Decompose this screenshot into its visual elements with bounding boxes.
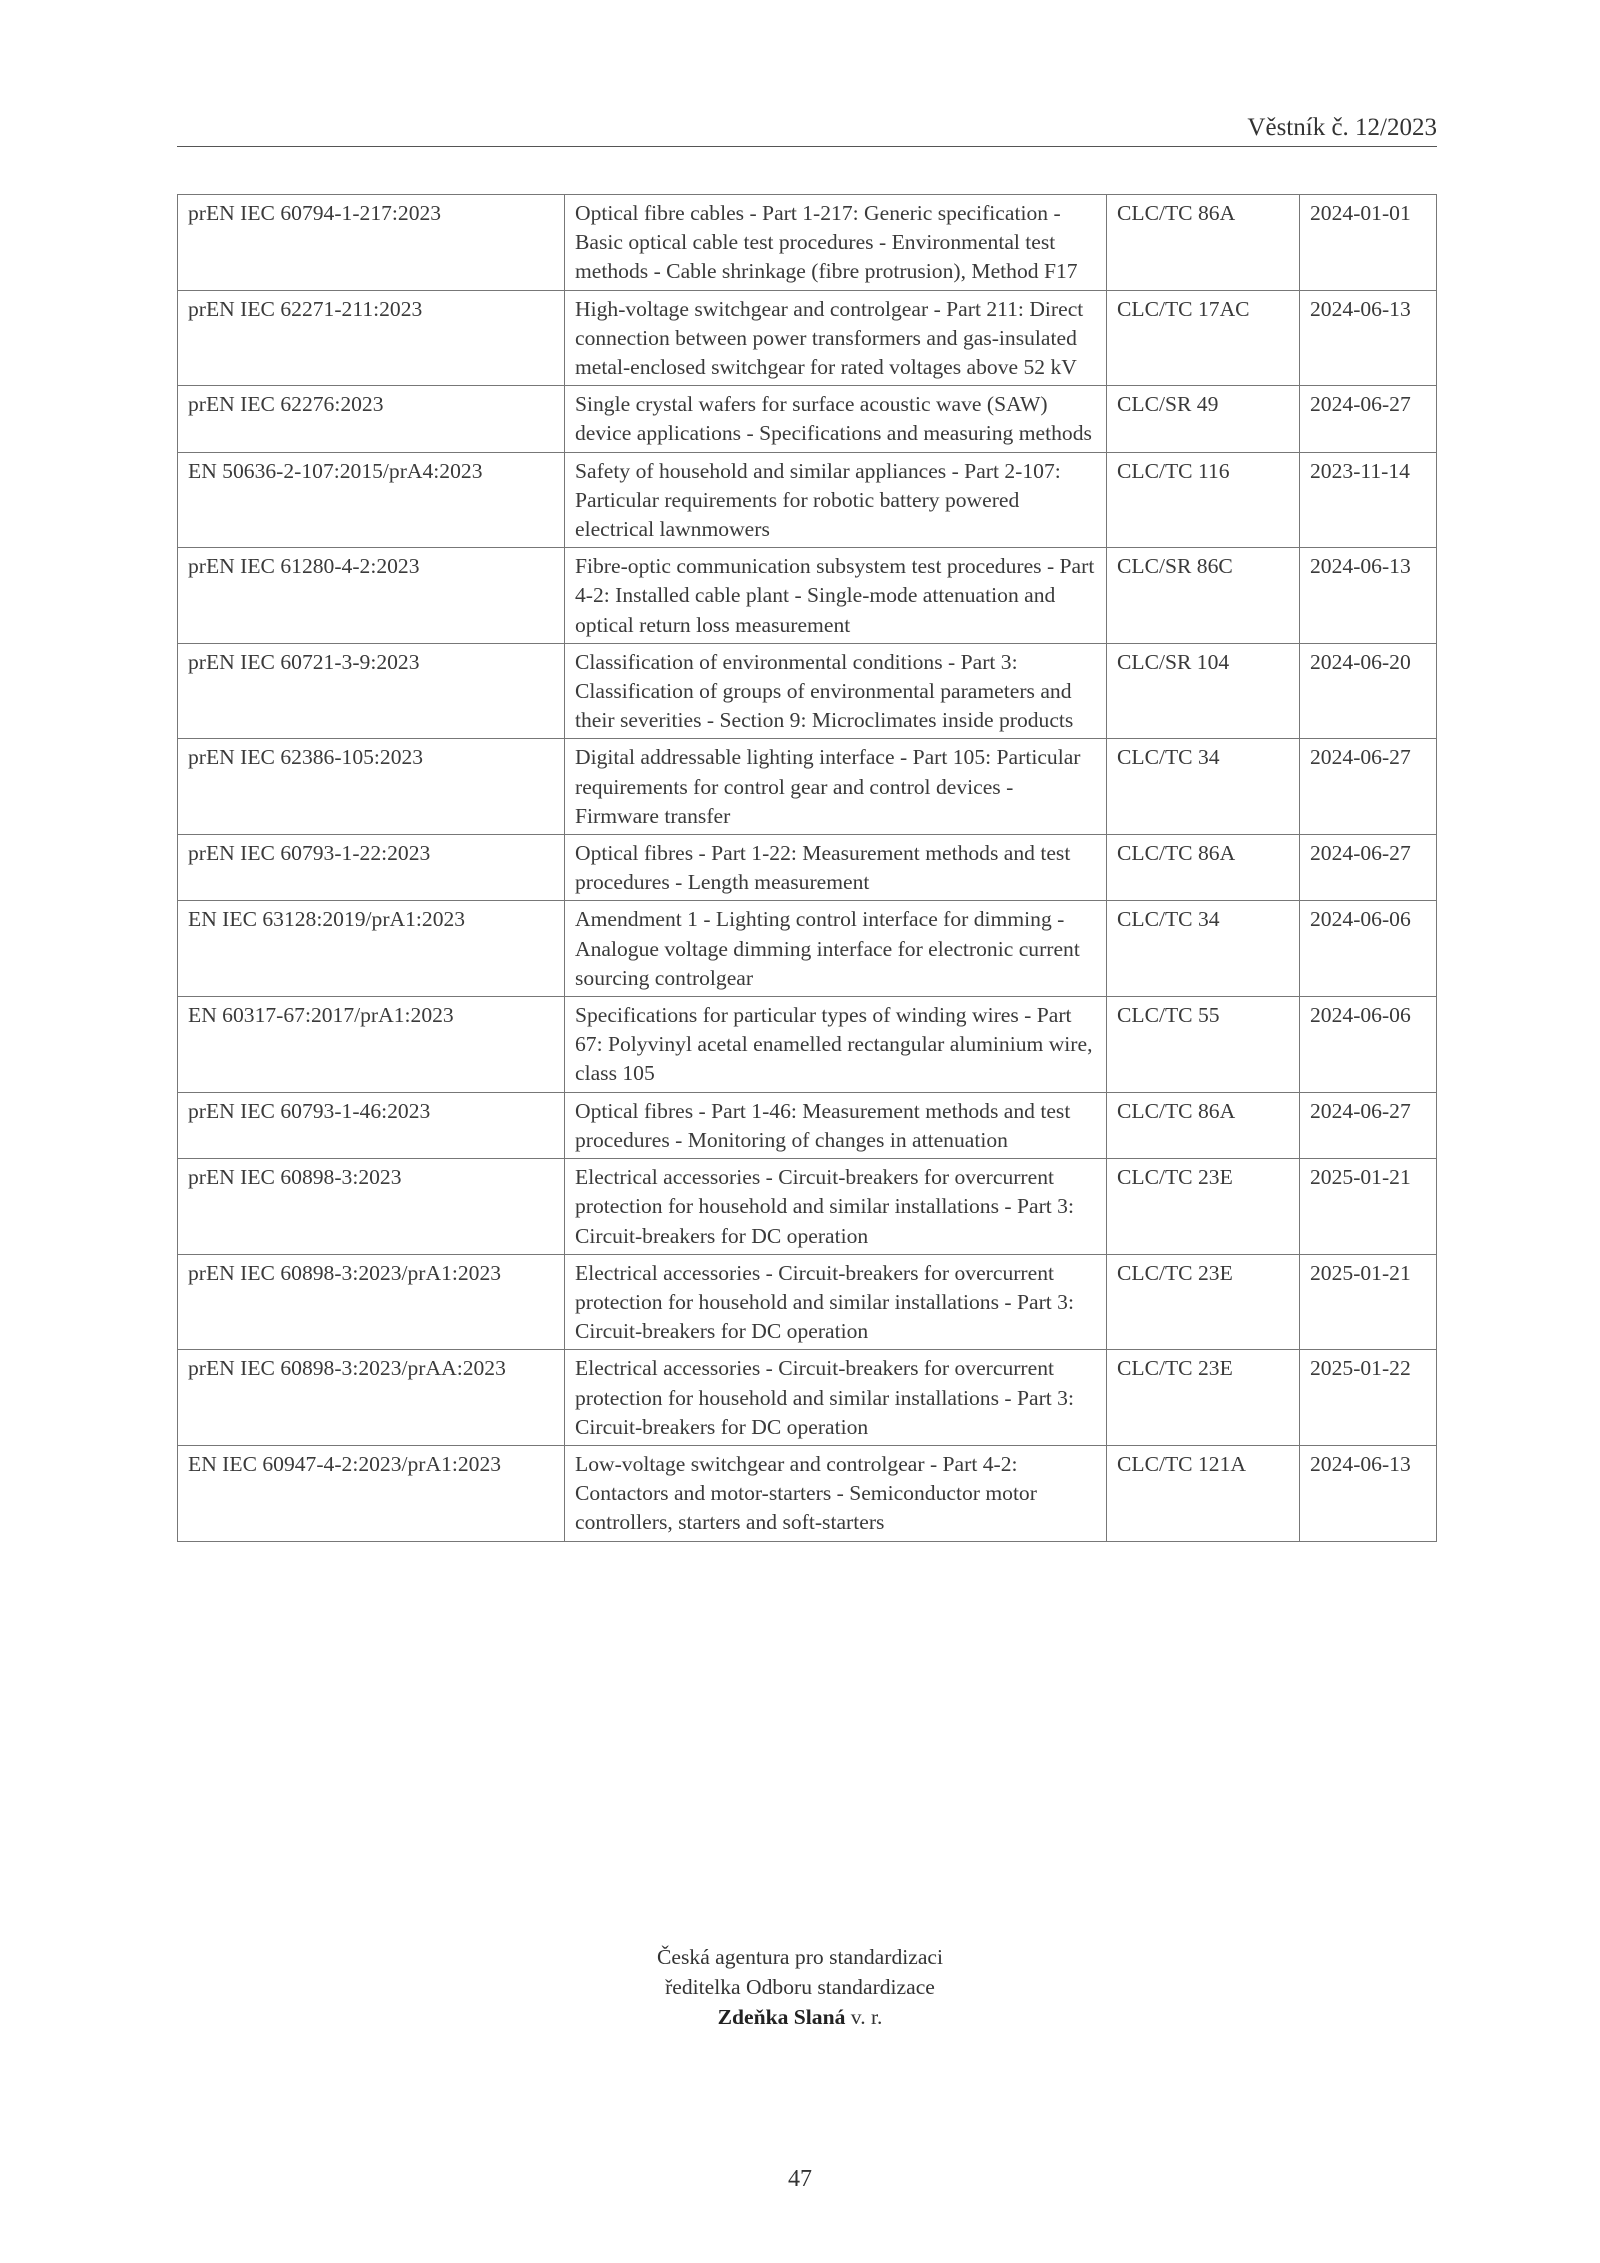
table-row bbox=[178, 290, 1437, 386]
standard-title: Low-voltage switchgear and controlgear - Part 4-2: Contactors and motor-starters - Semiconductor motor controllers, starters and soft-starters bbox=[565, 1445, 1107, 1541]
standard-title: Safety of household and similar appliances - Part 2-107: Particular requirements for robotic battery powered electrical lawnmowers bbox=[565, 452, 1107, 548]
deadline-date: 2025-01-21 bbox=[1300, 1254, 1437, 1350]
standard-code: EN IEC 63128:2019/prA1:2023 bbox=[178, 901, 565, 997]
deadline-date: 2024-06-13 bbox=[1300, 1445, 1437, 1541]
technical-committee: CLC/TC 116 bbox=[1107, 452, 1300, 548]
page-header bbox=[177, 112, 1437, 147]
table-row bbox=[178, 1350, 1437, 1446]
deadline-date: 2024-06-27 bbox=[1300, 739, 1437, 835]
technical-committee: CLC/SR 49 bbox=[1107, 386, 1300, 452]
technical-committee: CLC/TC 23E bbox=[1107, 1254, 1300, 1350]
deadline-date: 2024-01-01 bbox=[1300, 195, 1437, 291]
standard-title: Optical fibres - Part 1-46: Measurement methods and test procedures - Monitoring of changes in attenuation bbox=[565, 1092, 1107, 1158]
standard-code: prEN IEC 62276:2023 bbox=[178, 386, 565, 452]
deadline-date: 2024-06-06 bbox=[1300, 997, 1437, 1093]
signatory bbox=[0, 2002, 1600, 2032]
signature-block bbox=[0, 1942, 1600, 2032]
table-row bbox=[178, 1254, 1437, 1350]
technical-committee: CLC/TC 34 bbox=[1107, 901, 1300, 997]
table-row bbox=[178, 1445, 1437, 1541]
table-row bbox=[178, 901, 1437, 997]
technical-committee: CLC/TC 23E bbox=[1107, 1350, 1300, 1446]
technical-committee: CLC/TC 86A bbox=[1107, 1092, 1300, 1158]
technical-committee: CLC/TC 86A bbox=[1107, 835, 1300, 901]
technical-committee: CLC/TC 23E bbox=[1107, 1159, 1300, 1255]
table-row bbox=[178, 548, 1437, 644]
standard-code: prEN IEC 61280-4-2:2023 bbox=[178, 548, 565, 644]
department-line: ředitelka Odboru standardizace bbox=[665, 1975, 935, 1999]
deadline-date: 2025-01-22 bbox=[1300, 1350, 1437, 1446]
standard-code: prEN IEC 60721-3-9:2023 bbox=[178, 643, 565, 739]
table-row bbox=[178, 386, 1437, 452]
deadline-date: 2024-06-27 bbox=[1300, 835, 1437, 901]
deadline-date: 2024-06-20 bbox=[1300, 643, 1437, 739]
standard-code: EN 60317-67:2017/prA1:2023 bbox=[178, 997, 565, 1093]
journal-title: Věstník č. 12/2023 bbox=[1247, 114, 1437, 141]
standard-title: Optical fibre cables - Part 1-217: Generic specification - Basic optical cable test procedures - Environmental test methods - Cable shrinkage (fibre protrusion), Method F17 bbox=[565, 195, 1107, 291]
standard-code: prEN IEC 60793-1-46:2023 bbox=[178, 1092, 565, 1158]
standard-title: Amendment 1 - Lighting control interface for dimming - Analogue voltage dimming interface for electronic current sourcing controlgear bbox=[565, 901, 1107, 997]
technical-committee: CLC/TC 55 bbox=[1107, 997, 1300, 1093]
standard-title: Electrical accessories - Circuit-breakers for overcurrent protection for household and similar installations - Part 3: Circuit-breakers for DC operation bbox=[565, 1254, 1107, 1350]
standards-table bbox=[177, 194, 1437, 1542]
standard-code: prEN IEC 60898-3:2023 bbox=[178, 1159, 565, 1255]
table-row bbox=[178, 835, 1437, 901]
technical-committee: CLC/SR 86C bbox=[1107, 548, 1300, 644]
signatory-name: Zdeňka Slaná bbox=[717, 2005, 846, 2029]
standard-code: prEN IEC 60794-1-217:2023 bbox=[178, 195, 565, 291]
standard-code: prEN IEC 60898-3:2023/prA1:2023 bbox=[178, 1254, 565, 1350]
standard-title: Digital addressable lighting interface - Part 105: Particular requirements for control gear and control devices - Firmware transfer bbox=[565, 739, 1107, 835]
table-row bbox=[178, 997, 1437, 1093]
standard-code: EN 50636-2-107:2015/prA4:2023 bbox=[178, 452, 565, 548]
standard-title: Fibre-optic communication subsystem test procedures - Part 4-2: Installed cable plant - Single-mode attenuation and optical return loss measurement bbox=[565, 548, 1107, 644]
deadline-date: 2024-06-27 bbox=[1300, 386, 1437, 452]
standard-title: Optical fibres - Part 1-22: Measurement methods and test procedures - Length measurement bbox=[565, 835, 1107, 901]
standard-code: prEN IEC 62271-211:2023 bbox=[178, 290, 565, 386]
standard-title: Classification of environmental conditions - Part 3: Classification of groups of environmental parameters and their severities - Section 9: Microclimates inside products bbox=[565, 643, 1107, 739]
table-row bbox=[178, 643, 1437, 739]
standard-code: prEN IEC 62386-105:2023 bbox=[178, 739, 565, 835]
agency-name: Česká agentura pro standardizaci bbox=[657, 1945, 943, 1969]
table-row bbox=[178, 195, 1437, 291]
signature-suffix: v. r. bbox=[845, 2005, 883, 2029]
standard-title: Specifications for particular types of winding wires - Part 67: Polyvinyl acetal enamelled rectangular aluminium wire, class 105 bbox=[565, 997, 1107, 1093]
technical-committee: CLC/TC 86A bbox=[1107, 195, 1300, 291]
technical-committee: CLC/TC 17AC bbox=[1107, 290, 1300, 386]
deadline-date: 2025-01-21 bbox=[1300, 1159, 1437, 1255]
standard-title: Single crystal wafers for surface acoustic wave (SAW) device applications - Specifications and measuring methods bbox=[565, 386, 1107, 452]
standard-title: Electrical accessories - Circuit-breakers for overcurrent protection for household and similar installations - Part 3: Circuit-breakers for DC operation bbox=[565, 1350, 1107, 1446]
deadline-date: 2024-06-13 bbox=[1300, 548, 1437, 644]
table-row bbox=[178, 1092, 1437, 1158]
table-body bbox=[178, 195, 1437, 1542]
deadline-date: 2024-06-06 bbox=[1300, 901, 1437, 997]
standard-title: High-voltage switchgear and controlgear - Part 211: Direct connection between power transformers and gas-insulated metal-enclosed switchgear for rated voltages above 52 kV bbox=[565, 290, 1107, 386]
table-row bbox=[178, 452, 1437, 548]
standard-code: prEN IEC 60898-3:2023/prAA:2023 bbox=[178, 1350, 565, 1446]
deadline-date: 2024-06-27 bbox=[1300, 1092, 1437, 1158]
deadline-date: 2023-11-14 bbox=[1300, 452, 1437, 548]
standard-code: EN IEC 60947-4-2:2023/prA1:2023 bbox=[178, 1445, 565, 1541]
page-number: 47 bbox=[788, 2166, 812, 2192]
technical-committee: CLC/TC 121A bbox=[1107, 1445, 1300, 1541]
table-row bbox=[178, 739, 1437, 835]
deadline-date: 2024-06-13 bbox=[1300, 290, 1437, 386]
standard-code: prEN IEC 60793-1-22:2023 bbox=[178, 835, 565, 901]
table-row bbox=[178, 1159, 1437, 1255]
technical-committee: CLC/SR 104 bbox=[1107, 643, 1300, 739]
technical-committee: CLC/TC 34 bbox=[1107, 739, 1300, 835]
standard-title: Electrical accessories - Circuit-breakers for overcurrent protection for household and similar installations - Part 3: Circuit-breakers for DC operation bbox=[565, 1159, 1107, 1255]
